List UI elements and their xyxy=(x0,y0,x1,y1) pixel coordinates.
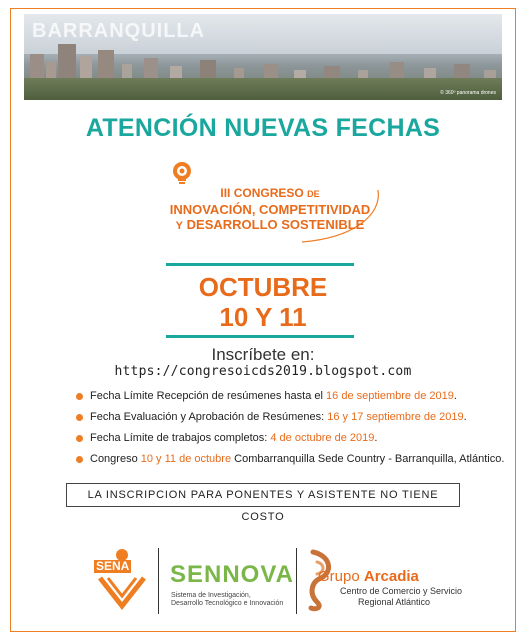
sennova-wordmark: SENNOVA xyxy=(170,561,294,588)
dates-list xyxy=(76,387,516,471)
congress-line-2: INNOVACIÓN, COMPETITIVIDAD xyxy=(169,202,371,217)
headline: ATENCIÓN NUEVAS FECHAS xyxy=(85,114,441,142)
footer-divider xyxy=(158,548,159,614)
sennova-subtitle: Sistema de Investigación, Desarrollo Tecnológico e Innovación xyxy=(171,592,284,607)
city-banner-image xyxy=(24,14,502,100)
free-registration-notice: LA INSCRIPCION PARA PONENTES Y ASISTENTE NO TIENE COSTO xyxy=(66,483,460,507)
congress-line-3: Y DESARROLLO SOSTENIBLE xyxy=(175,217,365,232)
banner-title: BARRANQUILLA xyxy=(32,20,206,42)
bullet-dot xyxy=(76,393,83,400)
arcadia-wordmark: Grupo Arcadia xyxy=(318,568,419,585)
congress-line-1: III CONGRESO DE xyxy=(220,186,320,200)
arcadia-subtitle: Centro de Comercio y Servicio Regional Atlántico xyxy=(340,586,463,607)
date-month: OCTUBRE xyxy=(198,272,328,302)
bullet-dot xyxy=(76,435,83,442)
register-url-link[interactable]: https://congresoicds2019.blogspot.com xyxy=(114,364,412,379)
lightbulb-gear-icon xyxy=(172,161,192,185)
register-label: Inscríbete en: xyxy=(211,345,315,364)
banner-credit: © 360º panorama drones xyxy=(440,90,496,96)
footer-divider xyxy=(296,548,297,614)
divider-bottom xyxy=(166,335,354,338)
list-item: Fecha Evaluación y Aprobación de Resúmenes: 16 y 17 septiembre de 2019. xyxy=(76,408,516,429)
date-days: 10 Y 11 xyxy=(219,302,307,332)
sena-wordmark: SENA xyxy=(96,559,130,573)
banner-trees xyxy=(24,78,502,100)
bullet-dot xyxy=(76,414,83,421)
list-item: Fecha Límite Recepción de resúmenes hasta el 16 de septiembre de 2019. xyxy=(76,387,516,408)
list-item: Congreso 10 y 11 de octubre Combarranquilla Sede Country - Barranquilla, Atlántico. xyxy=(76,450,516,471)
sena-logo-icon xyxy=(92,548,152,612)
congress-title xyxy=(150,186,390,234)
list-item: Fecha Límite de trabajos completos: 4 de octubre de 2019. xyxy=(76,429,516,450)
bullet-dot xyxy=(76,456,83,463)
divider-top xyxy=(166,263,354,266)
